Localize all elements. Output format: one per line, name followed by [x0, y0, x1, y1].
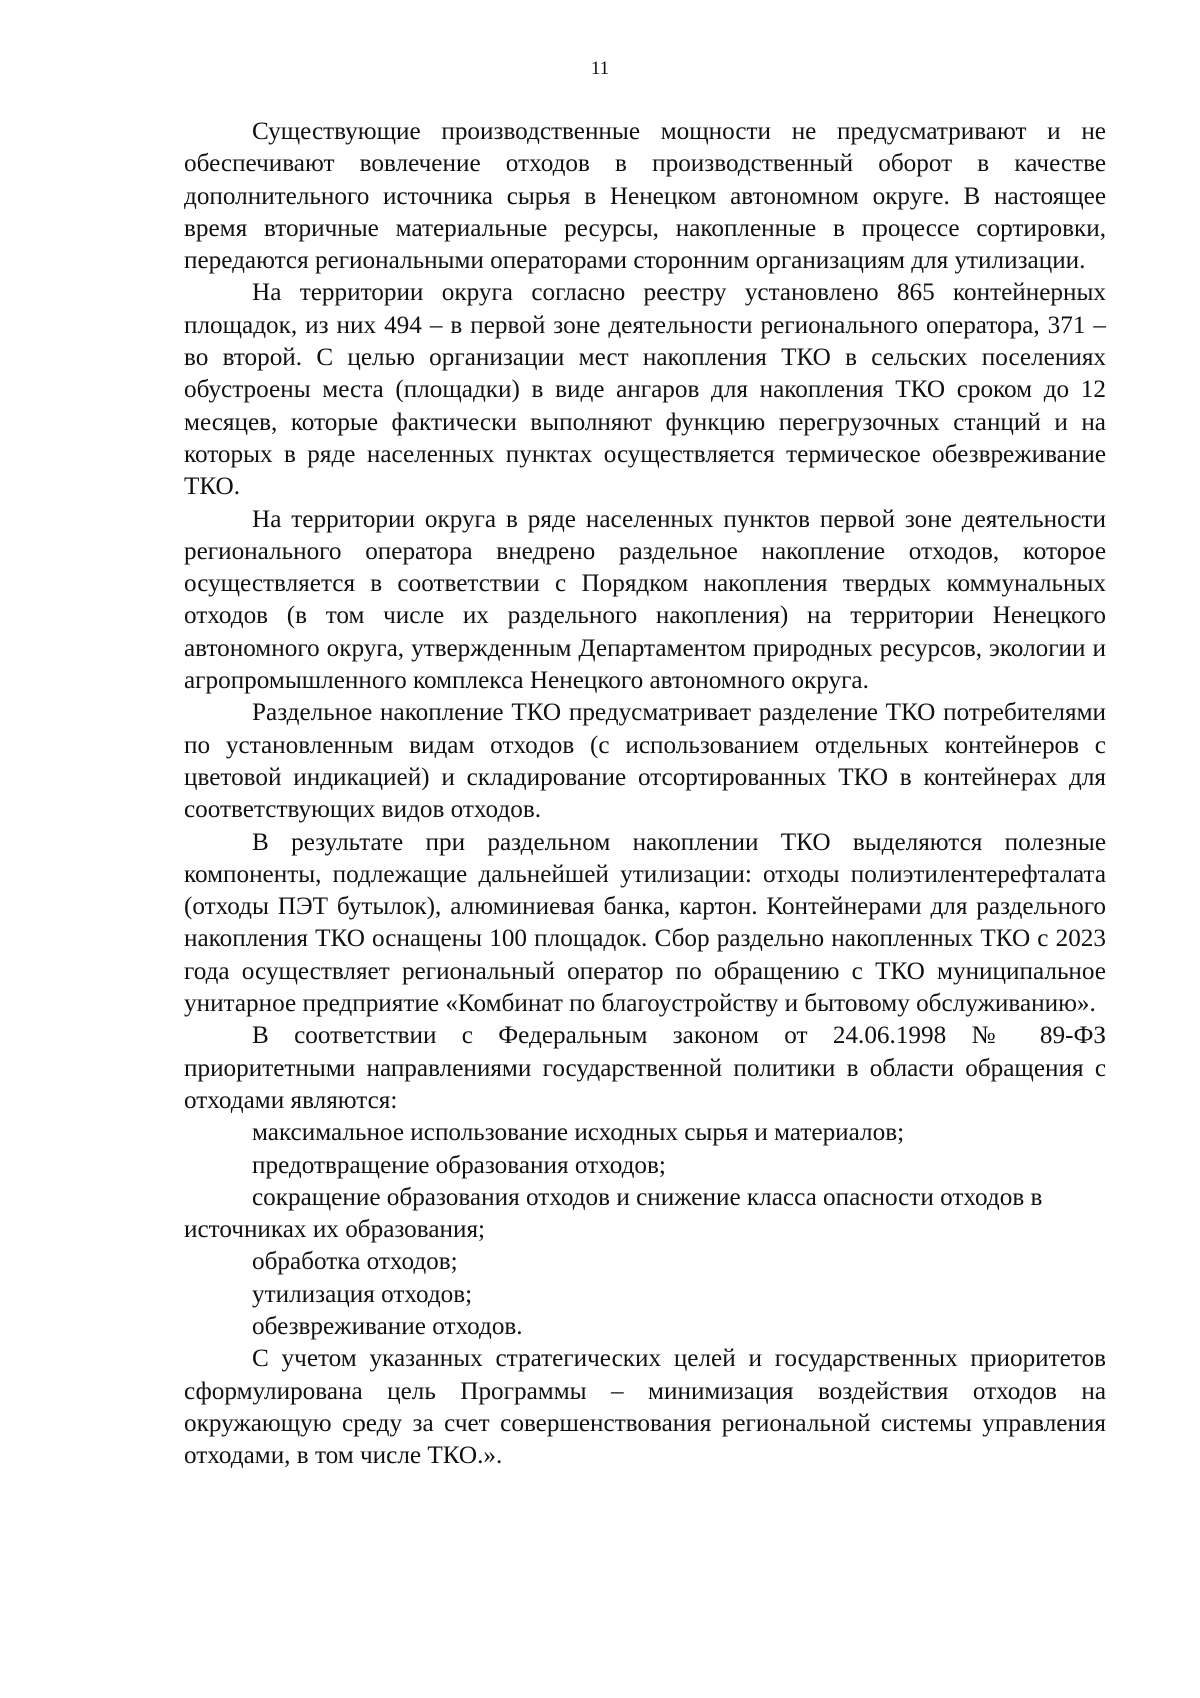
paragraph-useful-components: В результате при раздельном накоплении ТКО выделяются полезные компоненты, подлежащие дальнейшей утилизации: отходы полиэтилентерефталата (отходы ПЭТ бутылок), алюминиевая банка, картон. Контейнерами для раздельного накопления ТКО оснащены 100 площадок. Сбор раздельно накопленных ТКО с 2023 года осуществляет региональный оператор по обращению с ТКО муниципальное унитарное предприятие «Комбинат по благоустройству и бытовому обслуживанию».: [184, 828, 1106, 1018]
paragraph-separate-collection: На территории округа в ряде населенных пунктов первой зоне деятельности регионального оператора внедрено раздельное накопление отходов, которое осуществляется в соответствии с Порядком накопления твердых коммунальных отходов (в том числе их раздельного накопления) на территории Ненецкого автономного округа, утвержденным Департаментом природных ресурсов, экологии и агропромышленного комплекса Ненецкого автономного округа.: [184, 505, 1106, 695]
paragraph-separation-rules: Раздельное накопление ТКО предусматривает разделение ТКО потребителями по установленным видам отходов (с использованием отдельных контейнеров с цветовой индикацией) и складирование отсортированных ТКО в контейнерах для соответствующих видов отходов.: [184, 699, 1106, 824]
priority-item: предотвращение образования отходов;: [252, 1151, 666, 1179]
priority-item: утилизация отходов;: [252, 1280, 473, 1308]
priority-item: максимальное использование исходных сырья и материалов;: [252, 1119, 905, 1147]
paragraph-production-capacity: Существующие производственные мощности не предусматривают и не обеспечивают вовлечение отходов в производственный оборот в качестве дополнительного источника сырья в Ненецком автономном округе. В настоящее время вторичные материальные ресурсы, накопленные в процессе сортировки, передаются региональными операторами сторонним организациям для утилизации.: [184, 118, 1106, 275]
priority-item: сокращение образования отходов и снижение класса опасности отходов в источниках их образования;: [184, 1183, 1043, 1244]
page-number: 11: [590, 58, 610, 79]
paragraph-container-sites: На территории округа согласно реестру установлено 865 контейнерных площадок, из них 494 – в первой зоне деятельности регионального оператора, 371 – во второй. С целью организации мест накопления ТКО в сельских поселениях обустроены места (площадки) в виде ангаров для накопления ТКО сроком до 12 месяцев, которые фактически выполняют функцию перегрузочных станций и на которых в ряде населенных пунктах осуществляется термическое обезвреживание ТКО.: [184, 279, 1106, 501]
priority-item: обезвреживание отходов.: [252, 1312, 523, 1340]
page-body: [184, 116, 1106, 1472]
paragraph-program-goal: С учетом указанных стратегических целей и государственных приоритетов сформулирована цель Программы – минимизация воздействия отходов на окружающую среду за счет совершенствования региональной системы управления отходами, в том числе ТКО.».: [184, 1345, 1106, 1470]
paragraph-federal-law: В соответствии с Федеральным законом от 24.06.1998 № 89-ФЗ приоритетными направлениями государственной политики в области обращения с отходами являются:: [184, 1022, 1106, 1114]
priority-item: обработка отходов;: [252, 1248, 458, 1276]
